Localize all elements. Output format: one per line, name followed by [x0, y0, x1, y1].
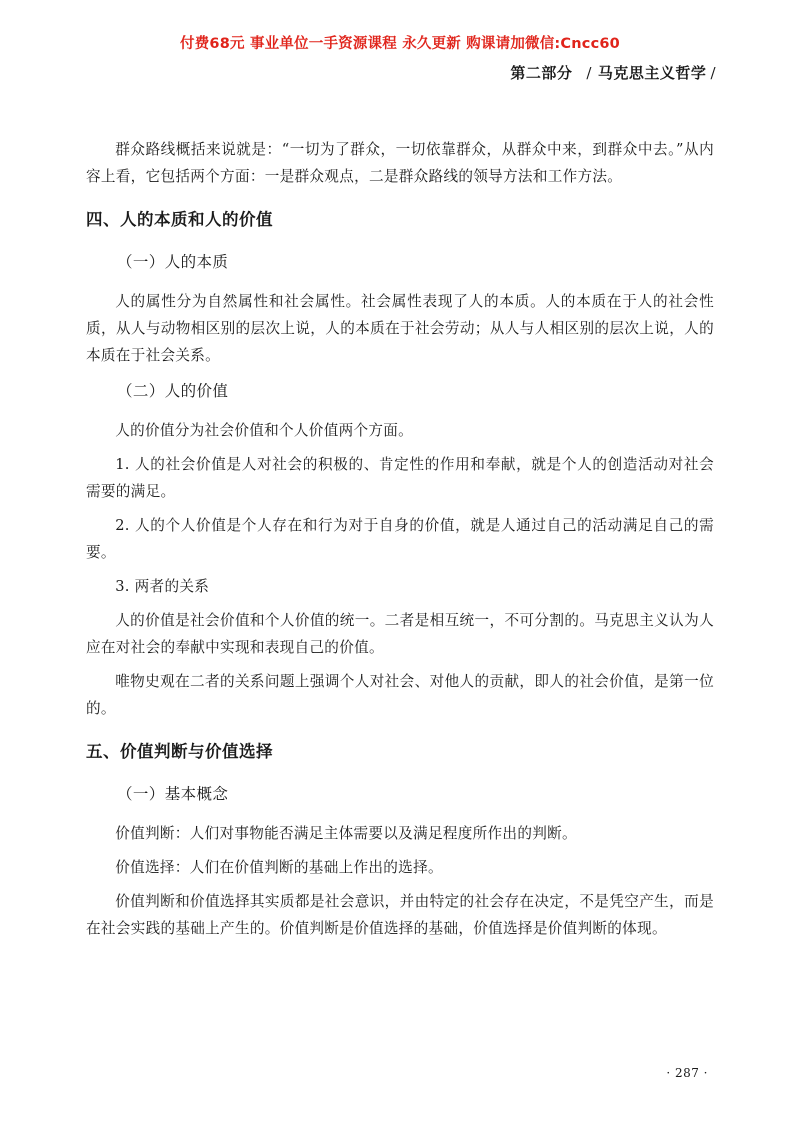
section-heading: 四、人的本质和人的价值: [86, 210, 273, 229]
subsection-heading: （一）基本概念: [117, 785, 229, 803]
paragraph: 1. 人的社会价值是人对社会的积极的、肯定性的作用和奉献，就是个人的创造活动对社会需要的满足。: [86, 456, 714, 500]
paragraph: 人的价值是社会价值和个人价值的统一。二者是相互统一，不可分割的。马克思主义认为人应在对社会的奉献中实现和表现自己的价值。: [86, 612, 714, 656]
separator-end: /: [710, 64, 716, 82]
chapter-title: 马克思主义哲学: [597, 64, 707, 82]
separator: /: [586, 64, 592, 82]
paragraph: 唯物史观在二者的关系问题上强调个人对社会、对他人的贡献，即人的社会价值，是第一位的。: [86, 673, 714, 717]
paragraph: 2. 人的个人价值是个人存在和行为对于自身的价值，就是人通过自己的活动满足自己的需要。: [86, 517, 714, 561]
paragraph: 价值判断：人们对事物能否满足主体需要以及满足程度所作出的判断。: [115, 825, 577, 842]
part-label: 第二部分: [510, 64, 573, 82]
paragraph: 人的属性分为自然属性和社会属性。社会属性表现了人的本质。人的本质在于人的社会性质，从人与动物相区别的层次上说，人的本质在于社会劳动；从人与人相区别的层次上说，人的本质在于社会关系。: [86, 293, 714, 364]
paragraph: 价值判断和价值选择其实质都是社会意识，并由特定的社会存在决定，不是凭空产生，而是在社会实践的基础上产生的。价值判断是价值选择的基础，价值选择是价值判断的体现。: [86, 893, 714, 937]
watermark-banner: 付费68元 事业单位一手资源课程 永久更新 购课请加微信:Cncc60: [180, 36, 620, 52]
subsection-heading: （二）人的价值: [117, 382, 229, 400]
subsection-heading: （一）人的本质: [117, 253, 229, 271]
running-head: [510, 62, 716, 83]
section-heading: 五、价值判断与价值选择: [86, 742, 273, 761]
page-number: · 287 ·: [666, 1066, 708, 1080]
page-body: [86, 136, 714, 949]
paragraph: 价值选择：人们在价值判断的基础上作出的选择。: [115, 859, 443, 876]
paragraph: 群众路线概括来说就是：“一切为了群众，一切依靠群众，从群众中来，到群众中去。”从内容上看，它包括两个方面：一是群众观点，二是群众路线的领导方法和工作方法。: [86, 141, 714, 185]
paragraph: 3. 两者的关系: [115, 578, 210, 595]
paragraph: 人的价值分为社会价值和个人价值两个方面。: [115, 422, 414, 439]
